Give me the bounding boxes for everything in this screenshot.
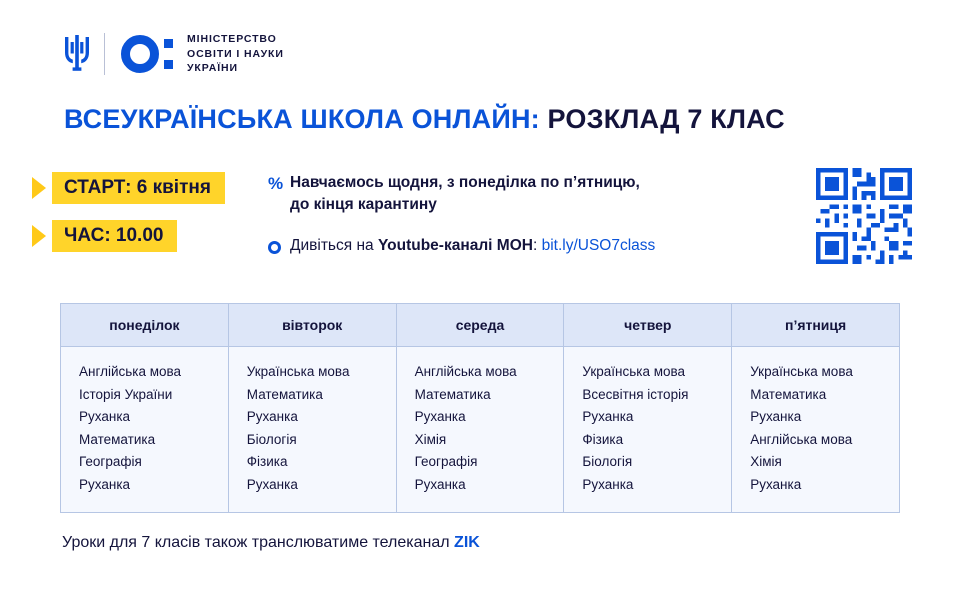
lessons-friday [732,347,900,513]
info-youtube-bold: Youtube-каналі МОН [377,236,533,254]
arrow-right-icon [32,225,46,247]
lessons-wednesday [396,347,564,513]
page-title [64,104,785,135]
list-item: Руханка [750,409,802,424]
info-row-youtube [268,235,798,257]
list-item: Всесвітня історія [582,386,689,402]
list-item: Хімія [750,454,782,469]
tv-channel-name: ZIK [454,534,480,551]
list-item: Математика [79,431,156,447]
list-item: Географія [414,454,478,469]
list-item: Хімія [414,431,447,447]
info-schedule-line-2: до кінця карантину [290,196,437,214]
list-item: Географія [79,454,142,469]
list-item: Руханка [582,476,634,492]
list-item: Англійська мова [750,431,853,447]
logo-divider [104,33,105,75]
info-youtube-text [290,235,655,257]
list-item: Математика [246,386,323,402]
logo-circle-icon [121,35,159,73]
column-header-wednesday: середа [396,304,564,347]
column-header-tuesday: вівторок [228,304,396,347]
lessons-tuesday [228,347,396,513]
table-header-row [61,304,900,347]
info-row-schedule [268,172,798,217]
start-badge-label: СТАРТ: 6 квітня [52,172,225,204]
ministry-name [187,32,284,75]
list-item: Руханка [414,476,466,492]
time-badge [32,220,225,252]
column-header-thursday: четвер [564,304,732,347]
page-title-primary: ВСЕУКРАЇНСЬКА ШКОЛА ОНЛАЙН: [64,104,540,134]
lessons-monday [61,347,229,513]
footer-text: Уроки для 7 класів також транслюватиме телеканал [62,534,455,551]
info-youtube-prefix: Дивіться на [290,236,378,254]
list-item: Фізика [582,431,624,447]
mon-o-colon-logo [121,35,173,73]
logo-colon-icon [164,39,173,69]
info-block [268,172,798,275]
list-item: Руханка [750,476,802,492]
ministry-line-1: МІНІСТЕРСТВО [187,33,277,46]
mon-logo [64,26,284,82]
column-header-friday: п’ятниця [732,304,900,347]
list-item: Руханка [246,409,298,424]
list-item: Українська мова [246,364,350,379]
list-item: Історія України [79,386,173,402]
page-title-secondary: РОЗКЛАД 7 КЛАС [547,104,785,134]
time-badge-label: ЧАС: 10.00 [52,220,177,252]
list-item: Математика [414,386,491,402]
ministry-line-3: УКРАЇНИ [187,62,238,75]
ring-icon [268,235,290,254]
list-item: Фізика [246,454,288,469]
list-item: Біологія [582,454,633,469]
info-youtube-separator: : [532,236,542,254]
footer-note [62,534,480,552]
list-item: Українська мова [582,364,686,379]
arrow-right-icon [32,177,46,199]
list-item: Руханка [79,409,131,424]
list-item: Українська мова [750,364,853,379]
tryzub-icon [64,33,90,75]
column-header-monday: понеділок [61,304,229,347]
list-item: Руханка [79,476,131,492]
start-badge [32,172,225,204]
ministry-line-2: ОСВІТИ І НАУКИ [187,47,284,60]
list-item: Руханка [582,409,634,424]
list-item: Математика [750,386,827,402]
percent-icon: % [268,174,284,193]
qr-code[interactable] [816,168,912,264]
youtube-link[interactable]: bit.ly/USO7class [541,236,656,254]
list-item: Англійська мова [79,364,182,379]
info-schedule-line-1: Навчаємось щодня, з понеділка по п’ятницю, [290,174,640,191]
table-row [61,347,900,513]
list-item: Англійська мова [414,364,517,379]
list-item: Руханка [246,476,298,492]
list-item: Біологія [246,431,297,447]
badges-group [32,172,225,268]
schedule-table [60,303,900,513]
lessons-thursday [564,347,732,513]
list-item: Руханка [414,409,466,424]
info-schedule-text [290,172,640,217]
